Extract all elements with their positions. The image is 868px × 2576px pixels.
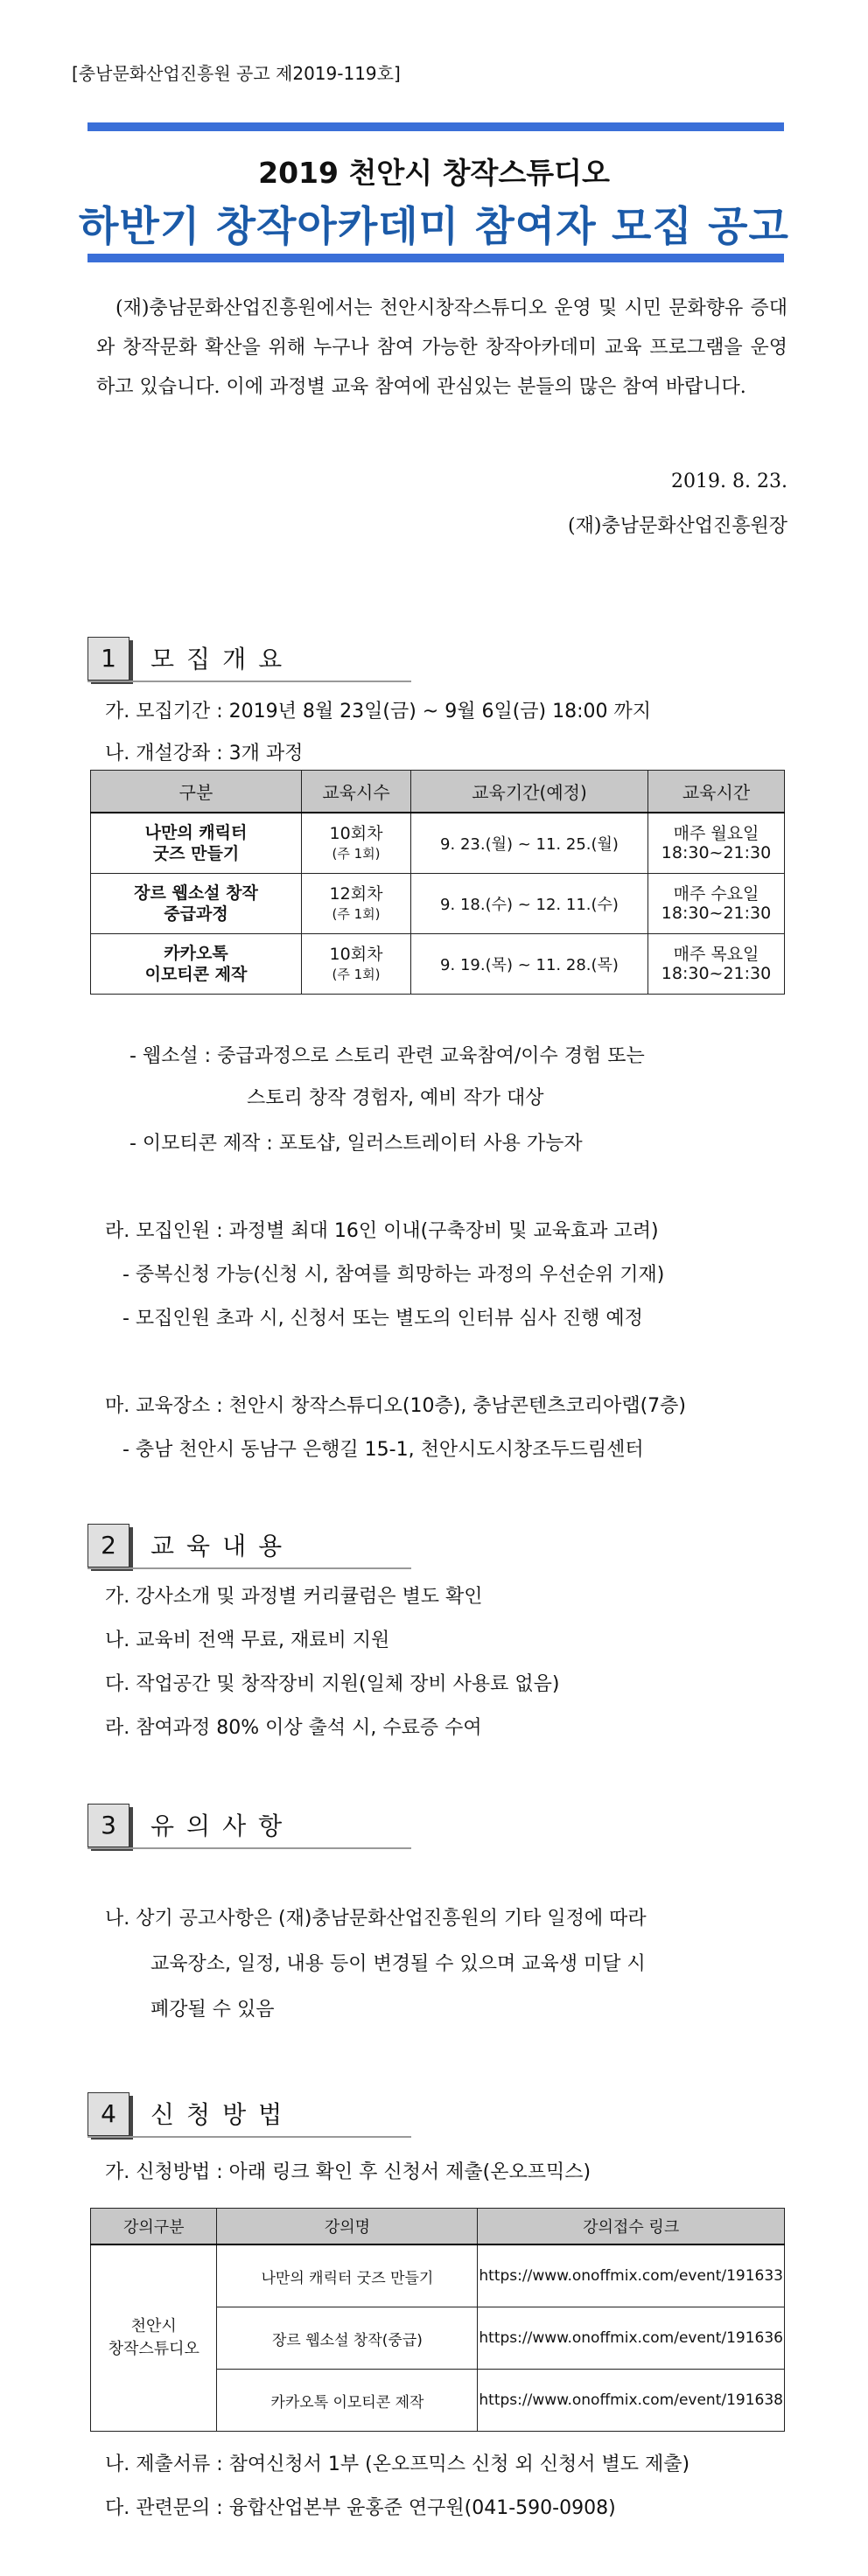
col-category: 강의구분	[91, 2209, 217, 2245]
notice-number: [충남문화산업진흥원 공고 제2019-119호]	[72, 63, 401, 84]
section-underline	[88, 1847, 411, 1849]
section-number: 2	[88, 1524, 130, 1567]
section-underline	[88, 681, 411, 682]
course-sessions: 12회차 (주 1회)	[302, 874, 411, 934]
section-number: 1	[88, 637, 130, 681]
contact-info: 다. 관련문의 : 융합산업본부 윤홍준 연구원(041-590-0908)	[105, 2497, 616, 2519]
section-underline	[88, 1567, 411, 1569]
section-title: 교육내용	[150, 1532, 295, 1560]
content-item: 다. 작업공간 및 창작장비 지원(일체 장비 사용료 없음)	[105, 1673, 560, 1695]
note-webnovel: - 웹소설 : 중급과정으로 스토리 관련 교육참여/이수 경험 또는	[130, 1045, 645, 1067]
content-item: 라. 참여과정 80% 이상 출석 시, 수료증 수여	[105, 1717, 482, 1739]
content-item: 나. 교육비 전액 무료, 재료비 지원	[105, 1630, 390, 1651]
col-link: 강의접수 링크	[478, 2209, 785, 2245]
course-link[interactable]: https://www.onoffmix.com/event/191636	[478, 2307, 785, 2370]
intro-text: (재)충남문화산업진흥원에서는 천안시창작스튜디오 운영 및 시민 문화향유 증대와 창작문화 확산을 위해 누구나 참여 가능한 창작아카데미 교육 프로그램을 운영하고 있습니다. 이에 과정별 교육 참여에 관심있는 분들의 많은 참여 바랍니다.	[96, 297, 788, 398]
recruit-period: 가. 모집기간 : 2019년 8월 23일(금) ~ 9월 6일(금) 18:00 까지	[105, 701, 652, 723]
course-period: 9. 19.(목) ~ 11. 28.(목)	[411, 934, 648, 995]
table-header-row	[91, 2209, 785, 2245]
section-title: 신청방법	[150, 2100, 295, 2129]
section-header-2	[88, 1524, 438, 1567]
course-time: 매주 월요일 18:30~21:30	[648, 813, 785, 874]
col-category: 구분	[91, 771, 302, 813]
section-underline	[88, 2136, 411, 2138]
org-signature: (재)충남문화산업진흥원장	[568, 515, 788, 537]
intro-paragraph	[96, 289, 788, 407]
section-header-3	[88, 1804, 438, 1847]
course-time: 매주 목요일 18:30~21:30	[648, 934, 785, 995]
recruit-note-2: - 모집인원 초과 시, 신청서 또는 별도의 인터뷰 심사 진행 예정	[122, 1308, 643, 1330]
recruit-note-1: - 중복신청 가능(신청 시, 참여를 희망하는 과정의 우선순위 기재)	[122, 1264, 665, 1286]
venue-address: - 충남 천안시 동남구 은행길 15-1, 천안시도시창조두드림센터	[122, 1439, 644, 1461]
documents-required: 나. 제출서류 : 참여신청서 1부 (온오프믹스 신청 외 신청서 별도 제출)	[105, 2454, 690, 2475]
recruit-count: 라. 모집인원 : 과정별 최대 16인 이내(구축장비 및 교육효과 고려)	[105, 1220, 659, 1242]
course-name: 나만의 캐릭터 굿즈 만들기	[217, 2244, 478, 2307]
col-time: 교육시간	[648, 771, 785, 813]
course-count: 나. 개설강좌 : 3개 과정	[105, 743, 304, 764]
table-row	[91, 813, 785, 874]
title-line1: 2019 천안시 창작스튜디오	[258, 156, 610, 190]
course-link[interactable]: https://www.onoffmix.com/event/191633	[478, 2244, 785, 2307]
apply-table	[90, 2208, 785, 2432]
course-name: 나만의 캐릭터 굿즈 만들기	[91, 813, 302, 874]
table-header-row	[91, 771, 785, 813]
course-table	[90, 770, 785, 995]
table-row	[91, 2244, 785, 2307]
course-link[interactable]: https://www.onoffmix.com/event/191638	[478, 2370, 785, 2432]
section-header-4	[88, 2092, 438, 2136]
title-top-bar	[88, 122, 784, 131]
course-period: 9. 18.(수) ~ 12. 11.(수)	[411, 874, 648, 934]
venue: 마. 교육장소 : 천안시 창작스튜디오(10층), 충남콘텐츠코리아랩(7층)	[105, 1395, 686, 1417]
course-time: 매주 수요일 18:30~21:30	[648, 874, 785, 934]
course-name: 카카오톡 이모티콘 제작	[91, 934, 302, 995]
col-period: 교육기간(예정)	[411, 771, 648, 813]
section-header-1	[88, 637, 438, 681]
course-period: 9. 23.(월) ~ 11. 25.(월)	[411, 813, 648, 874]
caution-line: 나. 상기 공고사항은 (재)충남문화산업진흥원의 기타 일정에 따라	[105, 1908, 647, 1930]
course-name: 장르 웹소설 창작 중급과정	[91, 874, 302, 934]
course-sessions: 10회차 (주 1회)	[302, 934, 411, 995]
caution-line: 폐강될 수 있음	[150, 1999, 275, 2021]
note-emoticon: - 이모티콘 제작 : 포토샵, 일러스트레이터 사용 가능자	[130, 1133, 583, 1155]
section-number: 3	[88, 1804, 130, 1847]
section-title: 모집개요	[150, 645, 295, 674]
apply-method: 가. 신청방법 : 아래 링크 확인 후 신청서 제출(온오프믹스)	[105, 2161, 592, 2183]
caution-line: 교육장소, 일정, 내용 등이 변경될 수 있으며 교육생 미달 시	[150, 1953, 646, 1975]
announce-date: 2019. 8. 23.	[671, 471, 788, 492]
title-bottom-bar	[88, 254, 784, 262]
group-cell: 천안시 창작스튜디오	[91, 2244, 217, 2432]
col-course-name: 강의명	[217, 2209, 478, 2245]
col-sessions: 교육시수	[302, 771, 411, 813]
section-title: 유의사항	[150, 1812, 295, 1840]
course-sessions: 10회차 (주 1회)	[302, 813, 411, 874]
course-name: 카카오톡 이모티콘 제작	[217, 2370, 478, 2432]
table-row	[91, 934, 785, 995]
course-name: 장르 웹소설 창작(중급)	[217, 2307, 478, 2370]
content-item: 가. 강사소개 및 과정별 커리큘럼은 별도 확인	[105, 1586, 483, 1608]
section-number: 4	[88, 2092, 130, 2136]
table-row	[91, 874, 785, 934]
title-line2: 하반기 창작아카데미 참여자 모집 공고	[79, 203, 789, 251]
note-webnovel-cont: 스토리 창작 경험자, 예비 작가 대상	[247, 1087, 544, 1109]
